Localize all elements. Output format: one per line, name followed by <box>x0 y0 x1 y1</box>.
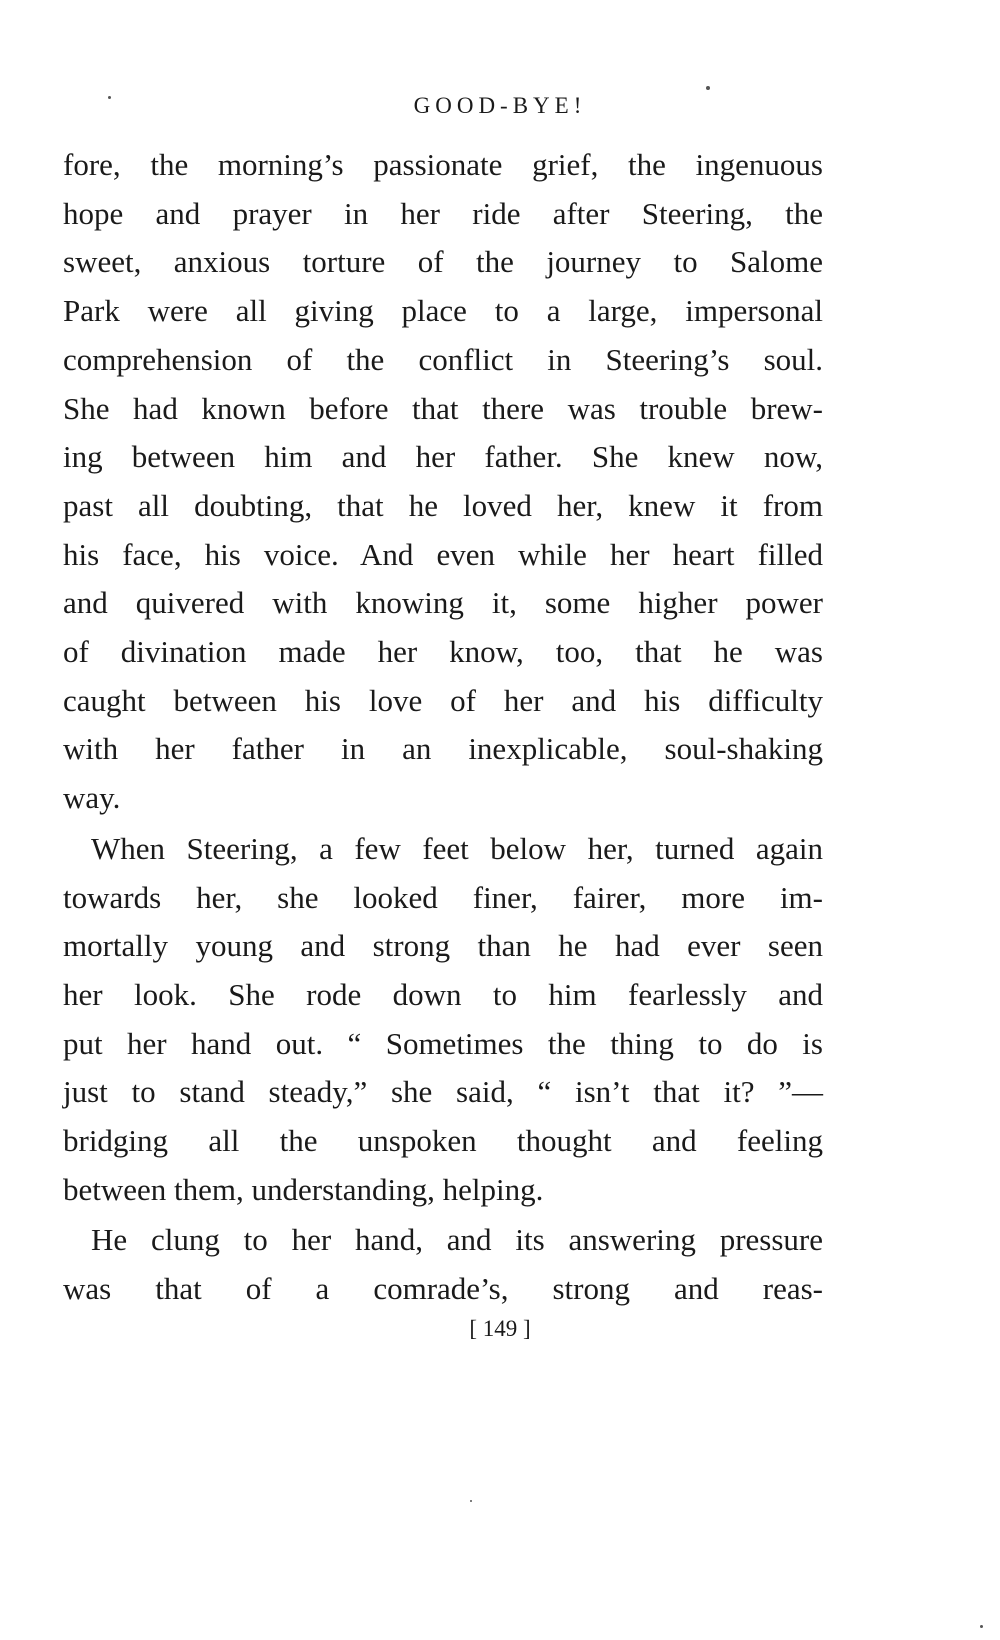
text-line: fore, the morning’s passionate grief, the ingenuous <box>63 147 823 182</box>
text-line: ing between him and her father. She knew now, <box>63 439 823 475</box>
text-line: hope and prayer in her ride after Steering, the <box>63 195 823 231</box>
text-line: towards her, she looked finer, fairer, more im- <box>63 879 823 915</box>
paragraph-2 <box>63 825 823 1215</box>
text-line: caught between his love of her and his difficulty <box>63 682 823 718</box>
scan-speck <box>108 96 111 99</box>
text-line: just to stand steady,” she said, “ isn’t that it? ”— <box>63 1074 823 1110</box>
page-number: [ 149 ] <box>469 1316 531 1341</box>
text-line: past all doubting, that he loved her, knew it from <box>63 487 823 523</box>
text-line: When Steering, a few feet below her, turned again <box>91 830 823 866</box>
text-line: his face, his voice. And even while her heart filled <box>63 536 823 572</box>
paragraph-3 <box>63 1216 823 1313</box>
text-line: She had known before that there was trouble brew- <box>63 390 823 426</box>
text-line: mortally young and strong than he had ever seen <box>63 928 823 964</box>
text-line: between them, understanding, helping. <box>63 1171 544 1207</box>
scan-speck <box>980 1625 983 1628</box>
text-line: put her hand out. “ Sometimes the thing to do is <box>63 1025 823 1061</box>
text-line: sweet, anxious torture of the journey to Salome <box>63 244 823 280</box>
text-line: was that of a comrade’s, strong and reas- <box>63 1271 823 1307</box>
text-line: Park were all giving place to a large, impersonal <box>63 293 823 329</box>
text-line: of divination made her know, too, that he was <box>63 634 823 670</box>
text-line: way. <box>63 780 121 816</box>
text-line: He clung to her hand, and its answering pressure <box>91 1222 823 1258</box>
paragraph-1 <box>63 141 823 823</box>
text-line: and quivered with knowing it, some higher power <box>63 585 823 621</box>
text-line: her look. She rode down to him fearlessly and <box>63 976 823 1012</box>
text-line: with her father in an inexplicable, soul-shaking <box>63 731 823 767</box>
scan-speck <box>470 1500 472 1502</box>
body-text <box>63 141 823 1314</box>
scan-speck <box>706 86 710 90</box>
running-head: GOOD-BYE! <box>413 93 587 118</box>
text-line: comprehension of the conflict in Steering’s soul. <box>63 341 823 377</box>
text-line: bridging all the unspoken thought and feeling <box>63 1123 823 1159</box>
